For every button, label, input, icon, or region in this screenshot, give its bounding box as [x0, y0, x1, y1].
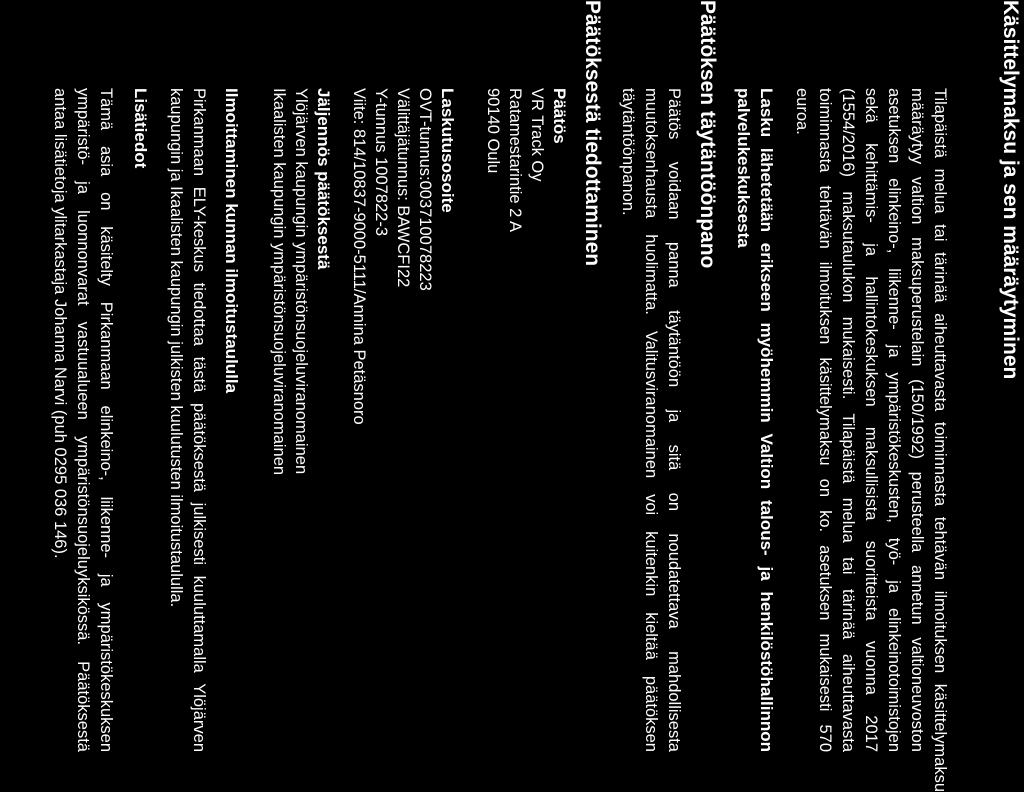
fee-paragraph-line: määräytyy valtion maksuperustelain (150/1992) perusteella annetun valtioneuvoston [908, 88, 926, 752]
municipal-notice-line: Pirkanmaan ELY-keskus tiedottaa tästä päätöksestä julkisesti kuuluttamalla Ylöjärven [190, 88, 208, 752]
invoice-heading-line: Lasku lähetetään erikseen myöhemmin Valtion talous- ja henkilöstöhallinnon [757, 88, 776, 752]
billing-label: Laskutusosoite [438, 88, 457, 213]
recipient-line: 90140 Oulu [484, 88, 502, 174]
billing-line: Viite: 814/10837-9000-5111/Annina Petäsnoro [350, 88, 368, 425]
notification-heading: Päätöksestä tiedottaminen [581, 0, 604, 267]
additional-info-line: Tämä asia on käsitelty Pirkanmaan elinkeino-, liikenne- ja ympäristökeskuksen [97, 88, 115, 752]
fee-paragraph-line: toiminnasta tehtävän ilmoituksen käsittelymaksu on ko. asetuksen mukaisesti 570 [816, 88, 834, 752]
enforceability-paragraph-line: muutoksenhausta huolimatta. Valitusviranomainen voi kuitenkin kieltää päätöksen [642, 88, 660, 752]
fee-section-heading: Käsittelymaksu ja sen määräytyminen [999, 0, 1022, 380]
billing-line: Välittäjätunnus: BAWCFI22 [394, 88, 412, 288]
fee-paragraph-line: sekä kehittämis- ja hallintokeskuksen maksullisista suoritteista vuonna 2017 [862, 88, 880, 752]
municipal-notice-label: Ilmoittaminen kunnan ilmoitustaululla [222, 88, 241, 394]
invoice-heading-line: palvelukeskuksesta [734, 88, 753, 248]
enforceability-heading: Päätöksen täytäntöönpano [696, 0, 719, 269]
additional-info-line: ympäristö- ja luonnonvarat vastuualueen ympäristönsuojeluyksikössä. Päätöksestä [74, 88, 92, 752]
copy-recipient-line: Ikaalisten kaupungin ympäristönsuojeluviranomainen [270, 88, 288, 476]
recipient-line: Ratamestarintie 2 A [506, 88, 524, 232]
recipient-line: VR Track Oy [528, 88, 546, 182]
enforceability-paragraph-line: Päätös voidaan panna täytäntöön ja sitä on noudatettava mahdollisesta [665, 88, 683, 752]
additional-info-line: antaa lisätietoja ylitarkastaja Johanna Narvi (puh 0295 036 146). [51, 88, 69, 559]
copy-recipient-line: Ylöjärven kaupungin ympäristönsuojeluviranomainen [292, 88, 310, 475]
enforceability-paragraph-line: täytäntöönpanon. [619, 88, 637, 216]
municipal-notice-line: kaupungin ja Ikaalisten kaupungin julkisten kuulutusten ilmoitustaululla. [167, 88, 185, 608]
billing-line: Y-tunnus 1007822-3 [372, 88, 390, 237]
fee-paragraph-line: asetuksen elinkeino-, liikenne- ja ympäristökeskusten, työ- ja elinkeinotoimistojen [885, 88, 903, 752]
fee-paragraph-line: Tilapäistä melua tai tärinää aiheuttavasta toiminnasta tehtävän ilmoituksen käsittelymaksu [931, 88, 949, 792]
additional-info-label: Lisätiedot [131, 88, 150, 169]
billing-line: OVT-tunnus:003710078223 [416, 88, 434, 291]
copy-label: Jäljennös päätöksestä [314, 88, 333, 270]
fee-paragraph-line: (1554/2016) maksutaulukon mukaisesti. Tilapäistä melua tai tärinää aiheuttavasta [839, 88, 857, 752]
fee-paragraph-line: euroa. [793, 88, 811, 135]
decision-label: Päätös [550, 88, 569, 144]
